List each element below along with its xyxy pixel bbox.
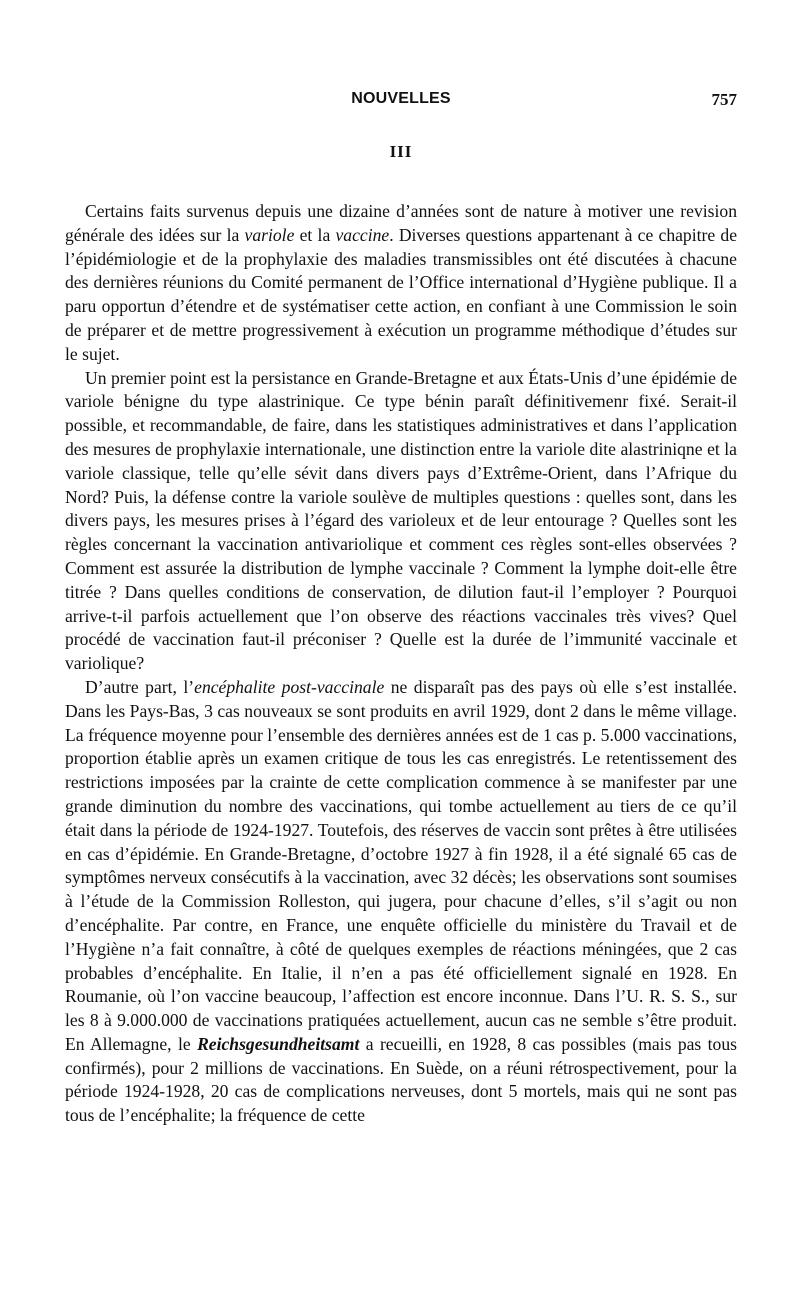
text-segment: . Diverses questions appartenant à ce chapitre de l’épidémiologie et de la prophylaxie des maladies transmissibles ont été discutées à chacune des dernières réunions du Comité permanent de l’Office international d’Hygiène publique. Il a paru opportun d’étendre et de systématiser cette action, en confiant à une Commission le soin de préparer et de mettre progressivement à exécution un programme méthodique d’études sur le sujet. bbox=[65, 224, 737, 364]
body-text bbox=[65, 200, 737, 1128]
running-title: NOUVELLES bbox=[351, 90, 451, 107]
section-number: III bbox=[389, 142, 413, 161]
text-segment: encéphalite post-vaccinale bbox=[194, 676, 385, 697]
paragraph bbox=[65, 367, 737, 676]
paragraph bbox=[65, 676, 737, 1128]
document-page bbox=[65, 84, 737, 1128]
text-segment: Un premier point est la persistance en Grande-Bretagne et aux États-Unis d’une épidémie de variole bénigne du type alastrinique. Ce type bénin paraît définitivemenr fixé. Serait-il possible, et recommandable, de faire, dans les statistiques administratives et dans l’application des mesures de prophylaxie internationale, une distinction entre la variole dite alastriniqne et la variole classique, telle qu’elle sévit dans divers pays d’Extrême-Orient, dans l’Afrique du Nord? Puis, la défense contre la variole soulève de multiples questions : quelles sont, dans les divers pays, les mesures prises à l’égard des varioleux et de leur entourage ? Quelles sont les règles concernant la vaccination antivariolique et comment ces règles sont-elles observées ? Comment est assurée la distribution de lymphe vaccinale ? Comment la lymphe doit-elle être titrée ? Dans quelles conditions de conservation, de dilution faut-il l’employer ? Pourquoi arrive-t-il parfois actuellement que l’on observe des réactions vaccinales très vives? Quel procédé de vaccination faut-il préconiser ? Quelle est la durée de l’immunité vaccinale et variolique? bbox=[65, 367, 737, 674]
text-segment: vaccine bbox=[335, 224, 390, 245]
text-segment: ne disparaît pas des pays où elle s’est installée. Dans les Pays-Bas, 3 cas nouveaux se sont produits en avril 1929, dont 2 dans le même village. La fréquence moyenne pour l’ensemble des dernières années est de 1 cas p. 5.000 vaccinations, proportion établie après un examen critique de tous les cas enregistrés. Le retentissement des restrictions imposées par la crainte de cette complication commence à se manifester par une grande diminution du nombre des vaccinations, qui tombe actuellement au tiers de ce qu’il était dans la période de 1924-1927. Toutefois, des réserves de vaccin sont prêtes à être utilisées en cas d’épidémie. En Grande-Bretagne, d’octobre 1927 à fin 1928, il a été signalé 65 cas de symptômes nerveux consécutifs à la vaccination, avec 32 décès; les observations sont soumises à l’étude de la Commission Rolleston, qui jugera, pour chacune d’elles, s’il s’agit ou non d’encéphalite. Par contre, en France, une enquête officielle du ministère du Travail et de l’Hygiène n’a fait connaître, à côté de quelques exemples de réactions méningées, que 2 cas probables d’encéphalite. En Italie, il n’en a pas été officiellement signalé en 1928. En Roumanie, où l’on vaccine beaucoup, l’affection est encore inconnue. Dans l’U. R. S. S., sur les 8 à 9.000.000 de vaccinations pratiquées actuellement, aucun cas ne semble s’être produit. En Allemagne, le bbox=[65, 676, 737, 1054]
text-segment: a recueilli, en 1928, 8 cas possibles (mais pas tous confirmés), pour 2 millions de vaccinations. En Suède, on a réuni rétrospectivement, pour la période 1924-1928, 20 cas de complications nerveuses, dont 5 mortels, mais qui ne sont pas tous de l’encéphalite; la fréquence de cette bbox=[65, 1033, 737, 1126]
page-number: 757 bbox=[711, 90, 737, 109]
text-segment: variole bbox=[244, 224, 295, 245]
text-segment: Reichsgesundheitsamt bbox=[197, 1033, 360, 1054]
text-segment: D’autre part, l’ bbox=[85, 676, 195, 697]
text-segment: Certains faits survenus depuis une dizaine d’années sont de nature à motiver une revision générale des idées sur la bbox=[65, 201, 737, 245]
paragraph bbox=[65, 200, 737, 367]
running-header bbox=[65, 84, 737, 112]
text-segment: et la bbox=[294, 224, 336, 245]
